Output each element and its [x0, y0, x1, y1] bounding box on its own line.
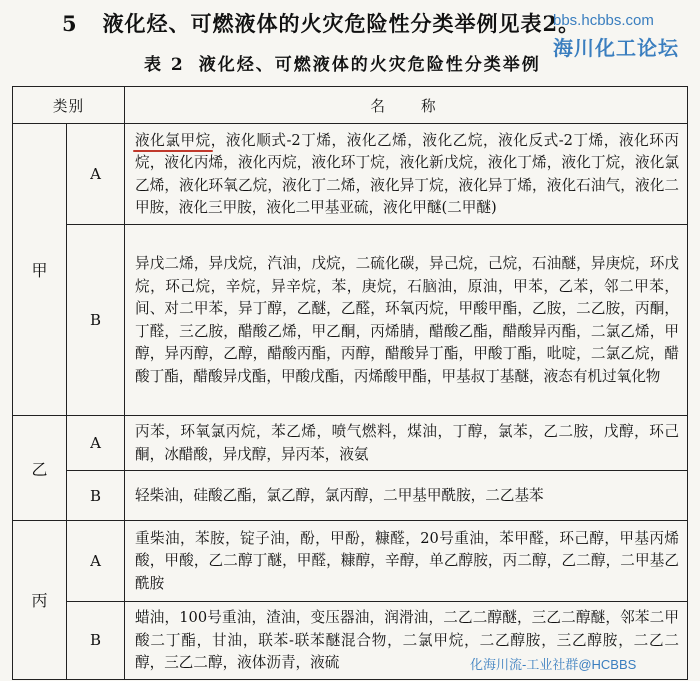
table-header-row	[13, 87, 688, 124]
names-jia-a	[125, 124, 688, 225]
names-jia-b: 异戊二烯，异戊烷，汽油，戊烷，二硫化碳，异己烷，己烷，石油醚，异庚烷，环戊烷，环己烷，辛烷，异辛烷，苯，庚烷，石脑油，原油，甲苯，乙苯，邻二甲苯，间、对二甲苯，异丁醇，乙醚，乙醛，环氧丙烷，甲酸甲酯，乙胺，二乙胺，丙酮，丁醛，三乙胺，醋酸乙烯，甲乙酮，丙烯腈，醋酸乙酯，醋酸异丙酯，二氯乙烯，甲醇，异丙醇，乙醇，醋酸丙酯，丙醇，醋酸异丁酯，甲酸丁酯，吡啶，二氯乙烷，醋酸丁酯，醋酸异戊酯，甲酸戊酯，丙烯酸甲酯，甲基叔丁基醚，液态有机过氧化物	[125, 225, 688, 416]
names-yi-b: 轻柴油，硅酸乙酯，氯乙醇，氯丙醇，二甲基甲酰胺，二乙基苯	[125, 471, 688, 521]
subclass-bing-a: A	[67, 521, 125, 602]
table-row	[13, 471, 688, 521]
subclass-jia-a: A	[67, 124, 125, 225]
watermark-bottom: 化海川流-工业社群@HCBBS	[470, 657, 637, 672]
table-row	[13, 416, 688, 471]
classification-table	[12, 86, 688, 680]
subclass-bing-b: B	[67, 602, 125, 680]
table-row	[13, 124, 688, 225]
names-bing-b: 蜡油，100号重油，渣油，变压器油，润滑油，二乙二醇醚，三乙二醇醚，邻苯二甲酸二丁酯，甘油，联苯-联苯醚混合物，二氯甲烷，二乙醇胺，三乙醇胺，二乙二醇，三乙二醇，液体沥青，液硫	[125, 602, 688, 680]
class-jia: 甲	[13, 124, 67, 416]
table-row	[13, 521, 688, 602]
header-class: 类别	[13, 87, 125, 124]
table-caption-title: 液化烃、可燃液体的火灾危险性分类举例	[198, 55, 541, 75]
watermark-brand: 海川化工论坛	[553, 36, 679, 60]
names-jia-a-text: ，液化顺式-2丁烯，液化乙烯，液化乙烷，液化反式-2丁烯，液化环丙烷，液化丙烯，液化丙烷，液化环丁烷，液化新戊烷，液化丁烯，液化丁烷，液化氯乙烯，液化环氧乙烷，液化丁二烯，液化异丁烷，液化异丁烯，液化石油气，液化二甲胺，液化三甲胺，液化二甲基亚硫，液化甲醚(二甲醚)	[135, 131, 679, 216]
class-bing: 丙	[13, 521, 67, 680]
names-bing-a: 重柴油，苯胺，锭子油，酚，甲酚，糠醛，20号重油，苯甲醛，环己醇，甲基丙烯酸，甲酸，乙二醇丁醚，甲醛，糠醇，辛醇，单乙醇胺，丙二醇，乙二醇，二甲基乙酰胺	[125, 521, 688, 602]
section-number: 5	[62, 11, 78, 36]
table-row	[13, 225, 688, 416]
names-yi-a: 丙苯，环氧氯丙烷，苯乙烯，喷气燃料，煤油，丁醇，氯苯，乙二胺，戊醇，环己酮，冰醋酸，异戊醇，异丙苯，液氨	[125, 416, 688, 471]
header-name: 名称	[125, 87, 688, 124]
class-yi: 乙	[13, 416, 67, 521]
subclass-yi-b: B	[67, 471, 125, 521]
section-heading-text: 液化烃、可燃液体的火灾危险性分类举例见表2。	[102, 11, 581, 36]
table-caption	[144, 50, 541, 75]
highlighted-name: 液化氯甲烷	[135, 131, 211, 149]
subclass-yi-a: A	[67, 416, 125, 471]
table-caption-number: 表 2	[144, 55, 185, 75]
section-heading	[62, 8, 580, 38]
watermark-url: bbs.hcbbs.com	[553, 12, 654, 29]
subclass-jia-b: B	[67, 225, 125, 416]
